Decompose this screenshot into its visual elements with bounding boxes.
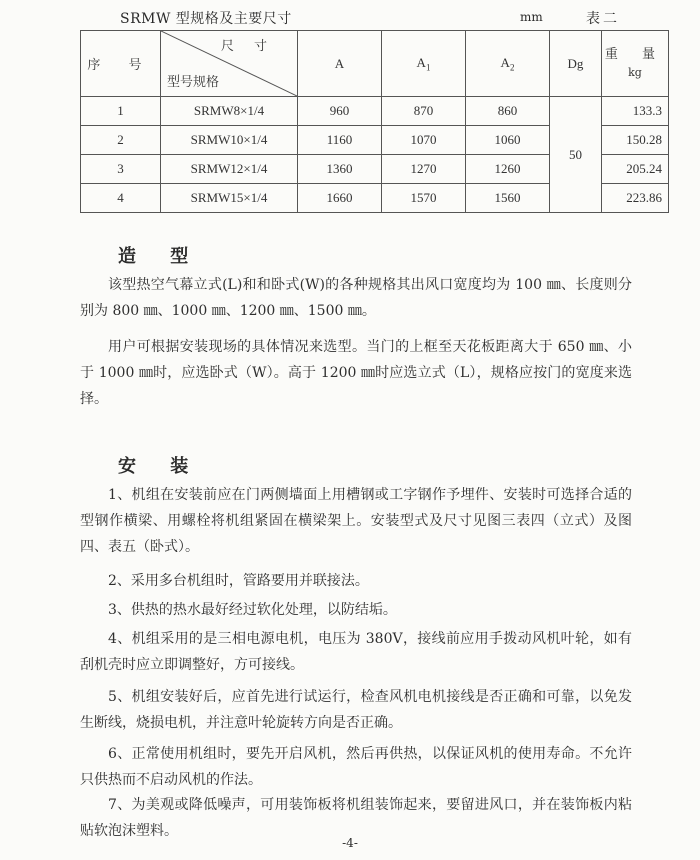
install-item: 3、供热的热水最好经过软化处理，以防结垢。 [108,602,397,618]
header-a: A [298,31,382,97]
table-number: 表二 [586,11,620,27]
install-item: 6、正常使用机组时，要先开启风机，然后再供热，以保证风机的使用寿命。不允许只供热而不启动风机的作法。 [80,746,632,788]
cell-a1: 1070 [382,126,466,155]
table-header-row [81,31,669,97]
header-dim: 尺 寸 [220,39,275,54]
cell-model: SRMW12×1/4 [161,155,298,184]
header-a1: $A_1$ [382,31,466,97]
cell-no: 4 [81,184,161,213]
table-unit: mm [520,10,543,24]
header-model-dim [161,31,298,97]
cell-a2: 1560 [466,184,550,213]
cell-a1: 1570 [382,184,466,213]
cell-model: SRMW10×1/4 [161,126,298,155]
cell-a2: 1260 [466,155,550,184]
install-item: 4、机组采用的是三相电源电机，电压为 380V，接线前应用手拨动风机叶轮，如有刮机壳时应立即调整好，方可接线。 [80,631,632,673]
header-weight: 重 量 kg [602,31,669,97]
cell-a2: 1060 [466,126,550,155]
cell-no: 3 [81,155,161,184]
cell-a2: 860 [466,97,550,126]
cell-model: SRMW15×1/4 [161,184,298,213]
cell-model: SRMW8×1/4 [161,97,298,126]
install-item: 7、为美观或降低噪声，可用装饰板将机组装饰起来，要留进风口，并在装饰板内粘贴软泡沫塑料。 [80,797,632,839]
table-caption [120,8,630,30]
header-a2: $A_2$ [466,31,550,97]
cell-weight: 223.86 [602,184,669,213]
table-title: SRMW 型规格及主要尺寸 [120,11,292,27]
cell-dg: 50 [550,97,602,213]
cell-a: 960 [298,97,382,126]
cell-a1: 1270 [382,155,466,184]
paragraph: 用户可根据安装现场的具体情况来选型。当门的上框至天花板距离大于 650 ㎜、小于 1000 ㎜时，应选卧式（W）。高于 1200 ㎜时应选立式（L），规格应按门的宽度来选择。 [80,339,632,407]
page-number: -4- [342,836,358,850]
cell-weight: 133.3 [602,97,669,126]
install-item: 5、机组安装好后，应首先进行试运行，检查风机电机接线是否正确和可靠，以免发生断线，烧损电机，并注意叶轮旋转方向是否正确。 [80,689,632,731]
cell-weight: 150.28 [602,126,669,155]
cell-a: 1360 [298,155,382,184]
cell-a1: 870 [382,97,466,126]
cell-weight: 205.24 [602,155,669,184]
cell-no: 2 [81,126,161,155]
section-heading-install: 安 装 [118,456,203,477]
install-item: 1、机组在安装前应在门两侧墙面上用槽钢或工字钢作予埋件、安装时可选择合适的型钢作横梁、用螺栓将机组紧固在横梁架上。安装型式及尺寸见图三表四（立式）及图四、表五（卧式）。 [80,487,632,555]
section-heading-model: 造 型 [118,246,203,267]
header-dg: Dg [550,31,602,97]
paragraph: 该型热空气幕立式(L)和和卧式(W)的各种规格其出风口宽度均为 100 ㎜、长度则分别为 800 ㎜、1000 ㎜、1200 ㎜、1500 ㎜。 [80,277,632,319]
header-model: 型号规格 [167,75,220,90]
header-no: 序 号 [81,31,161,97]
install-item: 2、采用多台机组时，管路要用并联接法。 [108,573,369,589]
cell-a: 1660 [298,184,382,213]
spec-table [80,30,669,213]
cell-no: 1 [81,97,161,126]
table-row [81,97,669,126]
cell-a: 1160 [298,126,382,155]
